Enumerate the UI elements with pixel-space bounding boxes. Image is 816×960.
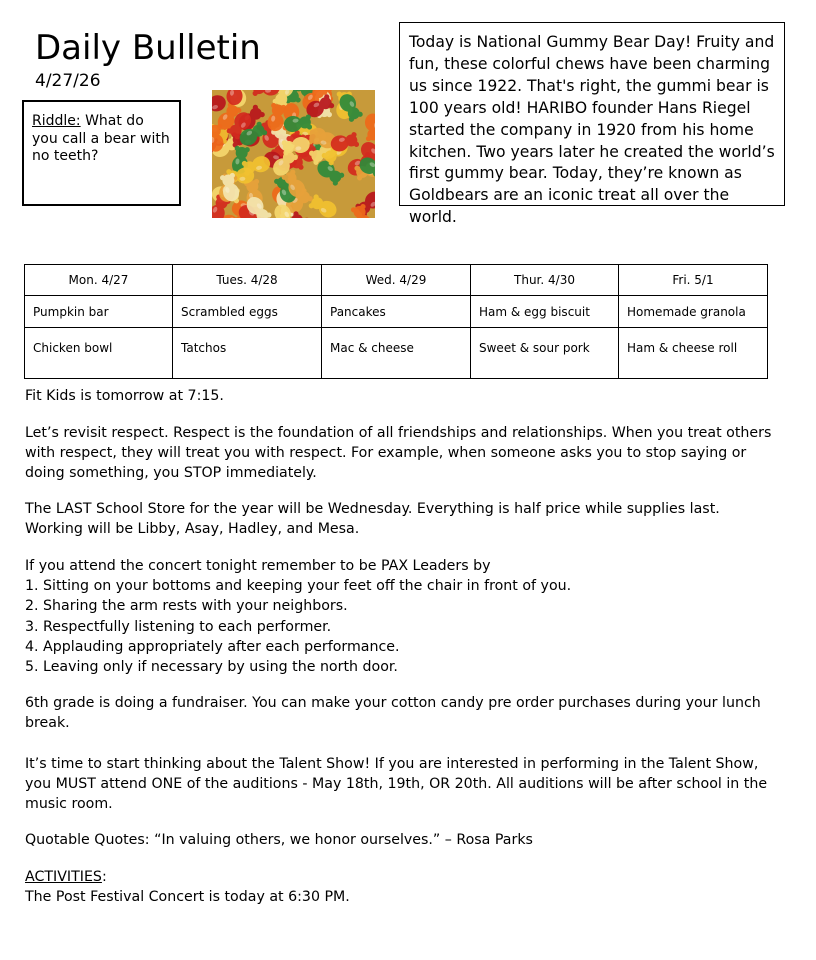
concert-rule: 5. Leaving only if necessary by using the north door. bbox=[25, 659, 398, 676]
gummy-bear-shape bbox=[252, 90, 280, 96]
riddle-box bbox=[22, 100, 181, 206]
concert-intro: If you attend the concert tonight remember to be PAX Leaders by bbox=[25, 558, 491, 574]
activities-section bbox=[25, 867, 775, 907]
menu-cell: Ham & egg biscuit bbox=[471, 296, 619, 328]
menu-breakfast-row bbox=[25, 296, 768, 328]
concert-rule: 2. Sharing the arm rests with your neighbors. bbox=[25, 598, 348, 615]
gummy-bear-shape bbox=[308, 193, 340, 218]
riddle-label: Riddle: bbox=[32, 113, 81, 129]
menu-cell: Sweet & sour pork bbox=[471, 328, 619, 379]
menu-cell: Scrambled eggs bbox=[173, 296, 322, 328]
activities-text: The Post Festival Concert is today at 6:30 PM. bbox=[25, 889, 350, 906]
activities-heading: ACTIVITIES bbox=[25, 869, 102, 885]
menu-cell: Ham & cheese roll bbox=[619, 328, 768, 379]
menu-day: Wed. 4/29 bbox=[322, 265, 471, 296]
concert-rule: 4. Applauding appropriately after each performance. bbox=[25, 638, 400, 655]
menu-day: Thur. 4/30 bbox=[471, 265, 619, 296]
menu-day: Tues. 4/28 bbox=[173, 265, 322, 296]
menu-day: Fri. 5/1 bbox=[619, 265, 768, 296]
talent-show-note: It’s time to start thinking about the Talent Show! If you are interested in performing in the Talent Show, you MUST attend ONE of the auditions - May 18th, 19th, OR 20th. All auditions will be after school in the music room. bbox=[25, 756, 768, 813]
feature-story: Today is National Gummy Bear Day! Fruity and fun, these colorful chews have been charming us since 1922. That's right, the gummi bear is 100 years old! HARIBO founder Hans Riegel started the company in 1920 from his home kitchen. Two years later he created the world’s first gummy bear. Today, they’re known as Goldbears are an iconic treat all over the world. bbox=[399, 22, 785, 206]
fit-kids-note: Fit Kids is tomorrow at 7:15. bbox=[25, 388, 224, 404]
menu-cell: Tatchos bbox=[173, 328, 322, 379]
respect-note: Let’s revisit respect. Respect is the foundation of all friendships and relationships. When you treat others with respect, they will treat you with respect. For example, when someone asks you to stop saying or doing something, you STOP immediately. bbox=[25, 425, 772, 482]
fundraiser-note: 6th grade is doing a fundraiser. You can make your cotton candy pre order purchases during your lunch break. bbox=[25, 695, 761, 732]
menu-cell: Pumpkin bar bbox=[25, 296, 173, 328]
gummy-bears-image bbox=[212, 90, 375, 218]
menu-lunch-row bbox=[25, 328, 768, 379]
quote-note: Quotable Quotes: “In valuing others, we honor ourselves.” – Rosa Parks bbox=[25, 832, 533, 848]
bulletin-date: 4/27/26 bbox=[35, 71, 101, 91]
gummy-bear-shape bbox=[365, 113, 375, 141]
menu-day: Mon. 4/27 bbox=[25, 265, 173, 296]
concert-note bbox=[25, 556, 775, 677]
menu-cell: Chicken bowl bbox=[25, 328, 173, 379]
activities-colon: : bbox=[101, 869, 107, 885]
menu-cell: Mac & cheese bbox=[322, 328, 471, 379]
menu-days-row bbox=[25, 265, 768, 296]
menu-cell: Homemade granola bbox=[619, 296, 768, 328]
lunch-menu-table bbox=[24, 264, 768, 379]
concert-rule: 3. Respectfully listening to each performer. bbox=[25, 618, 332, 635]
concert-rule: 1. Sitting on your bottoms and keeping your feet off the chair in front of you. bbox=[25, 578, 572, 595]
bulletin-title: Daily Bulletin bbox=[35, 28, 261, 68]
school-store-note: The LAST School Store for the year will be Wednesday. Everything is half price while supplies last. Working will be Libby, Asay, Hadley, and Mesa. bbox=[25, 501, 720, 538]
riddle-text: What do you call a bear with no teeth? bbox=[32, 113, 170, 164]
menu-cell: Pancakes bbox=[322, 296, 471, 328]
